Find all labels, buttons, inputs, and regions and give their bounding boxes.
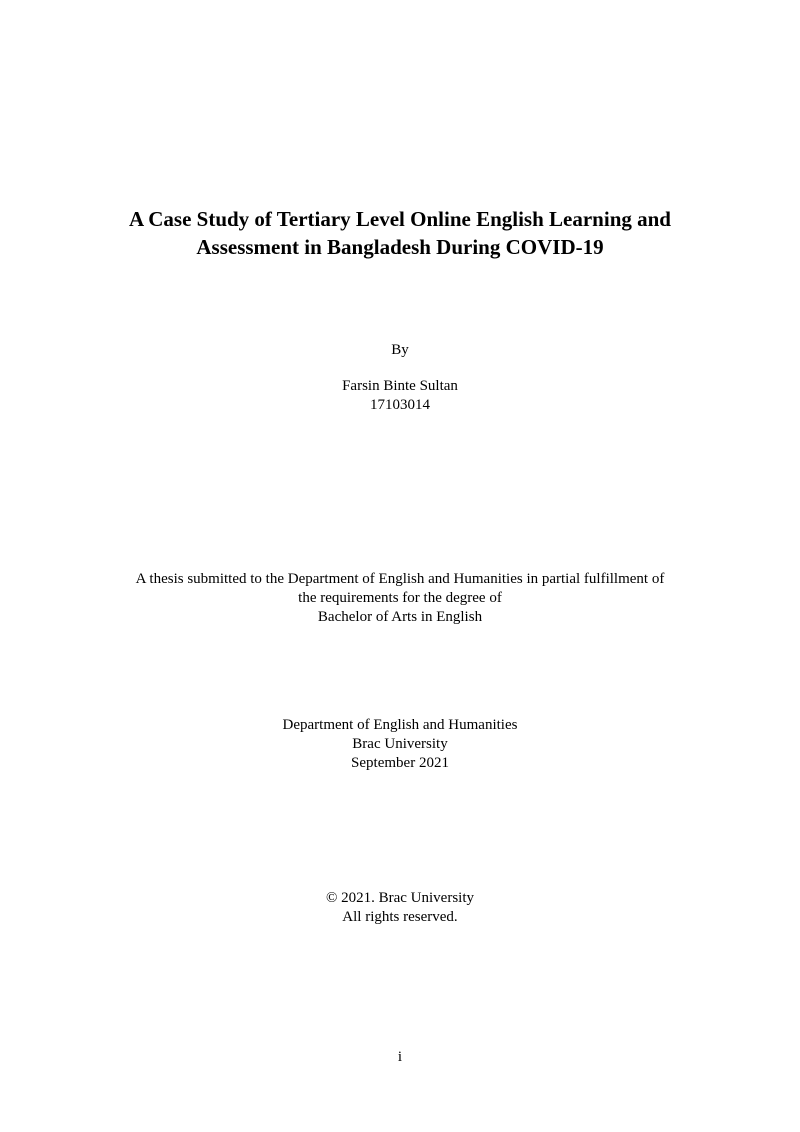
submission-date: September 2021 [351,755,449,771]
by-label: By [391,342,409,358]
thesis-title-line-1: A Case Study of Tertiary Level Online English Learning and [128,207,671,231]
copyright-block [0,889,800,927]
page-number: i [397,1049,403,1065]
thesis-title [0,205,800,261]
submission-line-2: the requirements for the degree of [298,590,502,606]
rights-reserved: All rights reserved. [342,909,458,925]
author-name: Farsin Binte Sultan [342,378,458,394]
institution-block [0,716,800,773]
copyright-line: © 2021. Brac University [325,890,475,906]
thesis-title-line-2: Assessment in Bangladesh During COVID-19 [196,235,604,259]
submission-statement [0,570,800,627]
submission-line-1: A thesis submitted to the Department of English and Humanities in partial fulfillment of [135,571,665,587]
author-block [0,377,800,415]
university-name: Brac University [352,736,448,752]
department-name: Department of English and Humanities [282,717,518,733]
degree-name: Bachelor of Arts in English [317,609,483,625]
student-id: 17103014 [370,397,430,413]
